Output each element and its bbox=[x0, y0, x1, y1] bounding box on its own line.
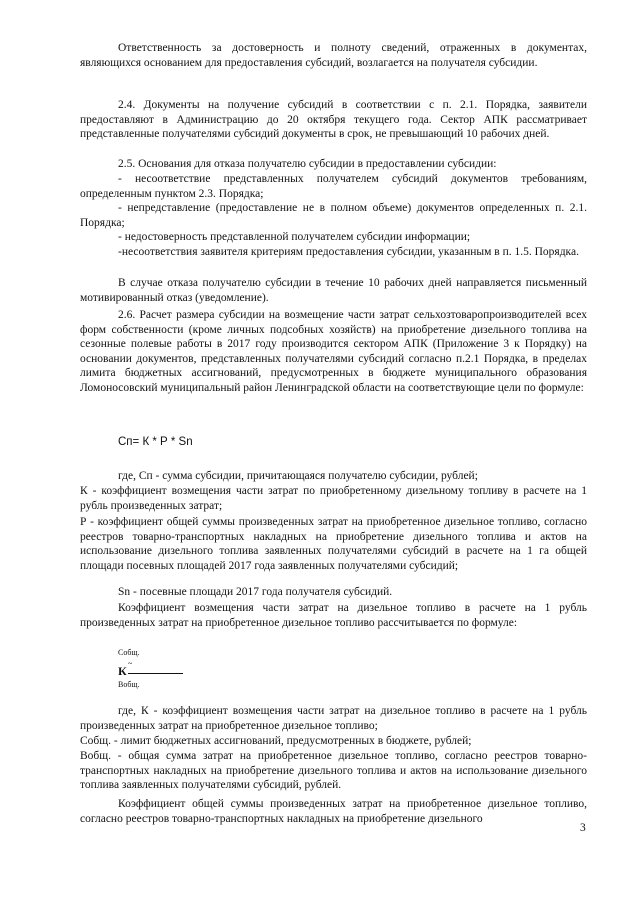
paragraph-refusal-notice: В случае отказа получателю субсидии в течение 10 рабочих дней направляется письменный мотивированный отказ (уведомление). bbox=[80, 277, 587, 304]
paragraph-coefficient-intro: Коэффициент возмещения части затрат на дизельное топливо в расчете на 1 рубль произведенных затрат на приобретенное дизельное топливо рассчитывается по формуле: bbox=[80, 602, 587, 629]
paragraph-def-p: Р - коэффициент общей суммы произведенных затрат на приобретенное дизельное топливо, согласно реестров товарно-транспортных накладных на приобретение дизельного топлива и актов на использование дизельного топлива заявленных получателями субсидий в расчете на 1 га общей площади посевных площадей 2017 года заявленных получателями субсидий; bbox=[80, 516, 587, 572]
paragraph-def-sn: Sn - посевные площади 2017 года получателя субсидий. bbox=[118, 586, 393, 598]
paragraph-refusal-reason-2: - непредставление (предоставление не в полном объеме) документов определенных п. 2.1. Порядка; bbox=[80, 202, 587, 229]
paragraph-2-4: 2.4. Документы на получение субсидий в соответствии с п. 2.1. Порядка, заявители предоставляют в Администрацию до 20 октября текущего года. Сектор АПК рассматривает представленные получателями субсидий документы в срок, не превышающий 10 рабочих дней. bbox=[80, 99, 587, 141]
paragraph-2-6: 2.6. Расчет размера субсидии на возмещение части затрат сельхозтоваропроизводителей всех форм собственности (кроме личных подсобных хозяйств) на приобретение дизельного топлива на сезонные полевые работы в 2017 году производится сектором АПК (Приложение 3 к Порядку) на основании документов, представленных получателями субсидий согласно п.2.1 Порядка, в пределах лимита бюджетных ассигнований, предусмотренных в бюджете муниципального образования Ломоносовский муниципальный район Ленинградской области на соответствующие цели по формуле: bbox=[80, 309, 587, 394]
paragraph-refusal-reason-3: - недостоверность представленной получателем субсидии информации; bbox=[118, 231, 471, 243]
formula-tilde: ~ bbox=[128, 659, 133, 668]
paragraph-def-vobsch: Вобщ. - общая сумма затрат на приобретенное дизельное топливо, согласно реестров товарно-транспортных накладных на приобретение дизельного топлива и актов на использование дизельного топлива заявленных получателями субсидий, рублей. bbox=[80, 750, 587, 792]
paragraph-responsibility: Ответственность за достоверность и полноту сведений, отраженных в документах, являющихся основанием для предоставления субсидий, возлагается на получателя субсидии. bbox=[80, 42, 587, 69]
formula-k: К bbox=[118, 664, 127, 678]
formula-denominator: Вобщ. bbox=[118, 680, 140, 689]
paragraph-def-sobsch: Собщ. - лимит бюджетных ассигнований, предусмотренных в бюджете, рублей; bbox=[80, 735, 472, 747]
paragraph-refusal-reason-4: -несоответствия заявителя критериям предоставления субсидии, указанным в п. 1.5. Порядка. bbox=[118, 246, 579, 258]
subsidy-formula: Сп= К * Р * Sn bbox=[118, 436, 193, 448]
paragraph-refusal-reason-1: - несоответствие представленных получателем субсидий документов требованиям, определенным пунктом 2.3. Порядка; bbox=[80, 173, 587, 200]
formula-numerator: Собщ. bbox=[118, 648, 140, 657]
paragraph-2-5: 2.5. Основания для отказа получателю субсидии в предоставлении субсидии: bbox=[118, 158, 497, 170]
fraction-line bbox=[128, 673, 183, 674]
paragraph-def-k2: где, К - коэффициент возмещения части затрат на дизельное топливо в расчете на 1 рубль произведенных затрат на приобретенное дизельное топливо; bbox=[80, 705, 587, 732]
paragraph-def-k: К - коэффициент возмещения части затрат по приобретенному дизельному топливу в расчете на 1 рубль произведенных затрат; bbox=[80, 485, 587, 512]
page-number: 3 bbox=[580, 822, 586, 834]
paragraph-def-sp: где, Сп - сумма субсидии, причитающаяся получателю субсидии, рублей; bbox=[118, 470, 478, 482]
coefficient-formula bbox=[118, 648, 208, 694]
paragraph-total-coefficient: Коэффициент общей суммы произведенных затрат на приобретенное дизельное топливо, согласно реестров товарно-транспортных накладных на приобретение дизельного bbox=[80, 798, 587, 825]
